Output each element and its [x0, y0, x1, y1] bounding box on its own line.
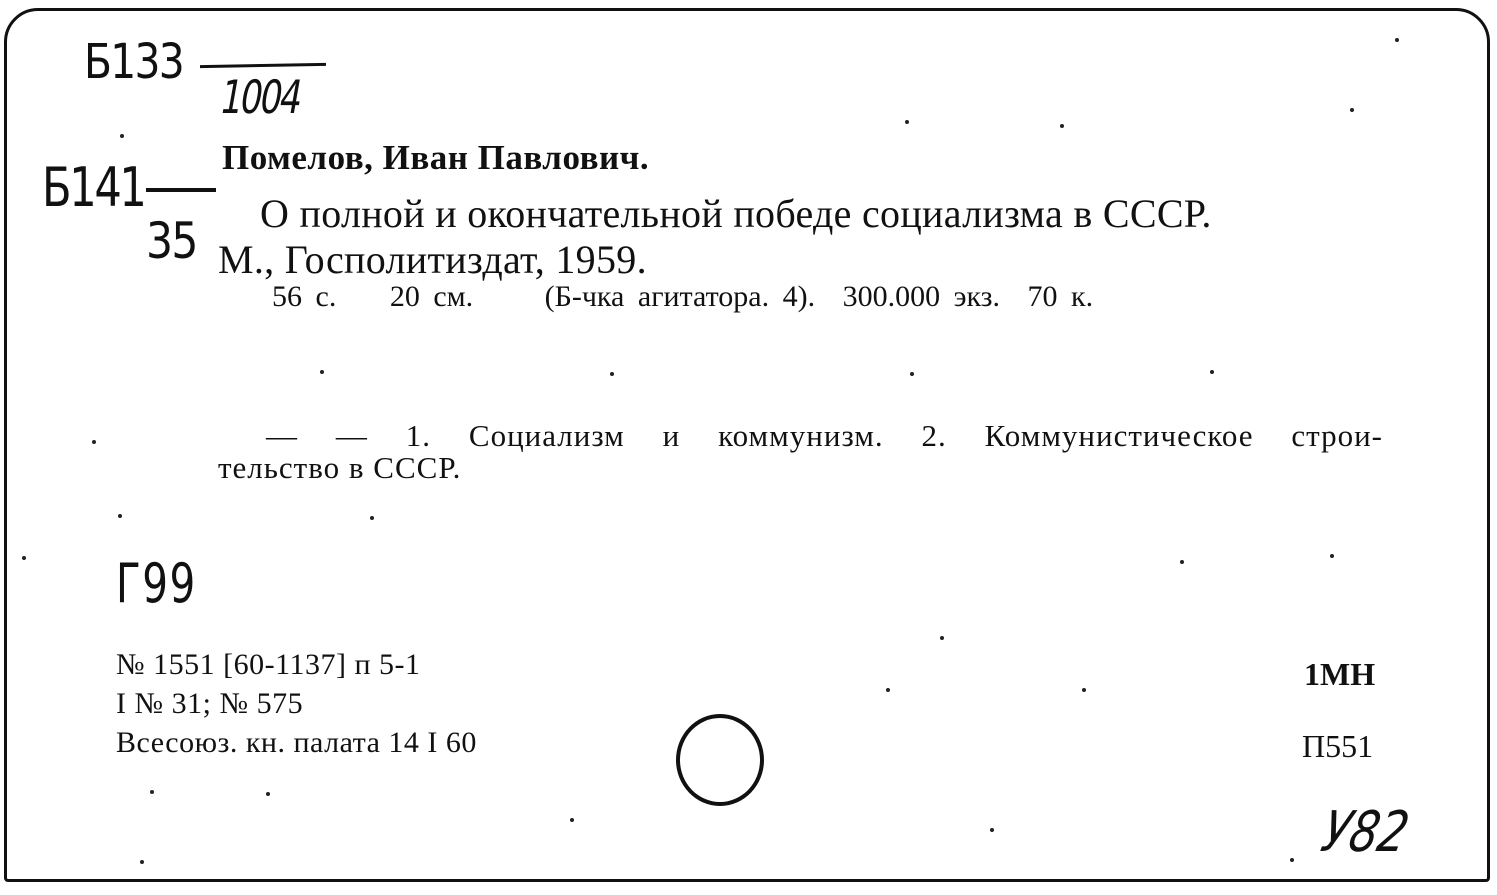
- corner-mark: У82: [1316, 800, 1415, 865]
- speck: [1180, 560, 1184, 564]
- card-number-line: № 1551 [60-1137] п 5-1: [116, 648, 421, 681]
- author-heading: Помелов, Иван Павлович.: [222, 138, 650, 177]
- speck: [1290, 858, 1294, 862]
- class-mark-bottom: 35: [146, 212, 197, 270]
- punch-hole-circle: [676, 714, 764, 806]
- registration-line: I № 31; № 575: [116, 687, 304, 720]
- code-top: 1МН: [1304, 656, 1376, 692]
- shelf-mark-bottom: 1004: [216, 70, 305, 124]
- speck: [118, 514, 122, 518]
- speck: [1082, 688, 1086, 692]
- speck: [120, 134, 124, 138]
- price: 70 к.: [1027, 280, 1094, 313]
- imprint: М., Госполитиздат, 1959.: [218, 237, 647, 282]
- shelf-mark-top: Б133: [84, 34, 184, 90]
- speck: [570, 818, 574, 822]
- speck: [610, 372, 614, 376]
- class-mark-top: Б141: [42, 156, 145, 219]
- tracing-line-2: тельство в СССР.: [218, 450, 462, 485]
- speck: [940, 636, 944, 640]
- speck: [910, 372, 914, 376]
- subject-tracings: [218, 420, 1383, 484]
- collation-line: [272, 280, 1093, 314]
- series: (Б-чка агитатора. 4).: [544, 280, 816, 313]
- speck: [92, 440, 96, 444]
- speck: [140, 860, 144, 864]
- speck: [990, 828, 994, 832]
- speck: [1395, 38, 1399, 42]
- print-run: 300.000 экз.: [842, 280, 1000, 313]
- speck: [266, 792, 270, 796]
- class-mark-divider: [146, 188, 216, 192]
- code-bottom: П551: [1302, 728, 1374, 764]
- speck: [1330, 554, 1334, 558]
- publisher-line: Всесоюз. кн. палата 14 I 60: [116, 726, 477, 759]
- speck: [150, 790, 154, 794]
- speck: [370, 516, 374, 520]
- speck: [886, 688, 890, 692]
- dimensions: 20 см.: [389, 280, 474, 313]
- speck: [22, 556, 26, 560]
- book-title: О полной и окончательной победе социализма в СССР.: [260, 191, 1212, 236]
- speck: [905, 120, 909, 124]
- pages: 56 с.: [272, 280, 337, 313]
- speck: [1350, 108, 1354, 112]
- udc-mark: Г99: [116, 552, 197, 615]
- speck: [1060, 124, 1064, 128]
- speck: [1210, 370, 1214, 374]
- tracing-line-1: — — 1. Социализм и коммунизм. 2. Коммунистическое строи-: [266, 418, 1383, 453]
- speck: [320, 370, 324, 374]
